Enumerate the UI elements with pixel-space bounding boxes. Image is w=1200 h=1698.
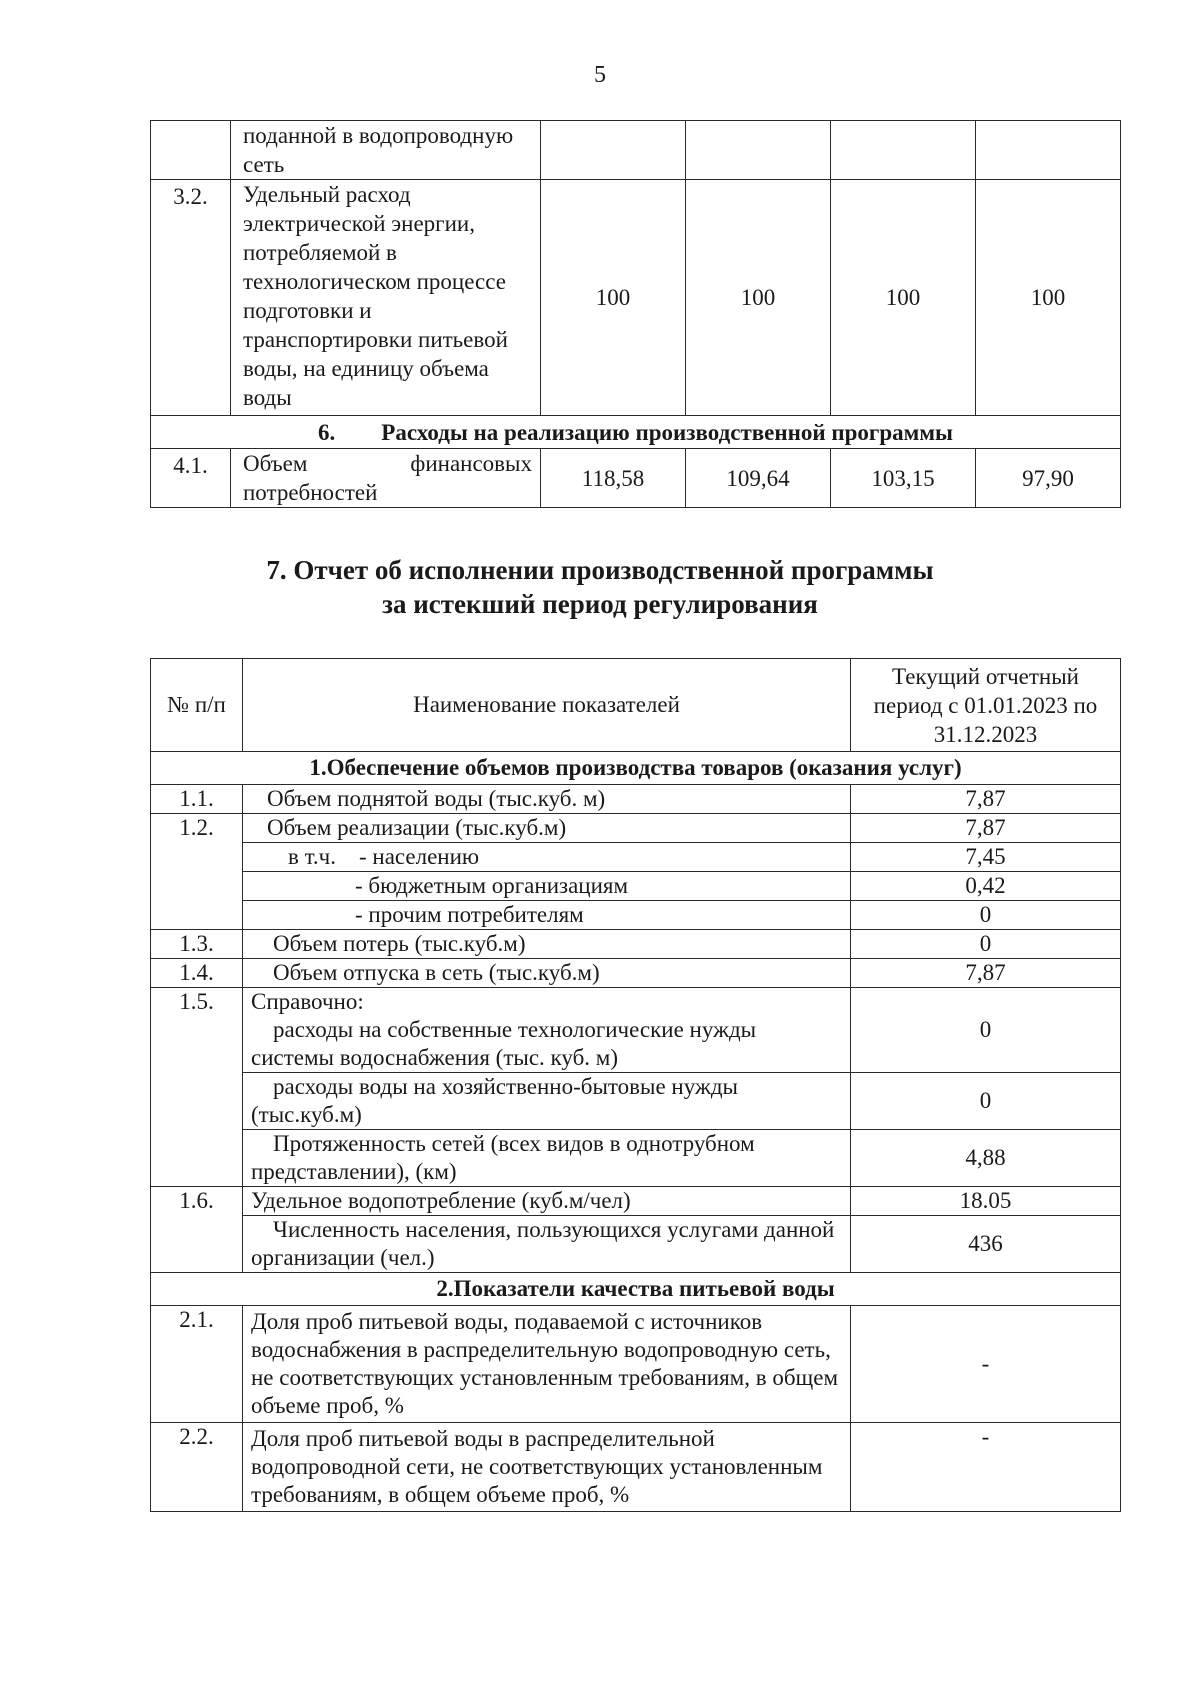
indicator-name: Удельный расход электрической энергии, потребляемой в технологическом процессе подготовки и транспортировки питьевой воды, на единицу объема воды <box>231 180 541 416</box>
table-row <box>151 814 1121 843</box>
value-cell: 436 <box>851 1216 1121 1273</box>
indicator-name: Объем отпуска в сеть (тыс.куб.м) <box>243 959 851 988</box>
row-number: 4.1. <box>151 449 231 508</box>
row-number: 1.1. <box>151 785 243 814</box>
header-name: Наименование показателей <box>243 659 851 752</box>
table-row <box>151 1187 1121 1216</box>
value-cell: 4,88 <box>851 1130 1121 1187</box>
indicator-name: Численность населения, пользующихся услугами данной организации (чел.) <box>243 1216 851 1273</box>
value-cell: 109,64 <box>686 449 831 508</box>
page-number: 5 <box>594 62 606 88</box>
header-row <box>151 659 1121 752</box>
table-row <box>151 449 1121 508</box>
value-cell: 18.05 <box>851 1187 1121 1216</box>
section-row <box>151 416 1121 449</box>
table-row <box>151 1216 1121 1273</box>
value-cell: 0,42 <box>851 872 1121 901</box>
row-number: 1.6. <box>151 1187 243 1273</box>
section-heading-line1: 7. Отчет об исполнении производственной программы <box>266 555 934 585</box>
table-row <box>151 1073 1121 1130</box>
table-row <box>151 1130 1121 1187</box>
section-title: 1.Обеспечение объемов производства товаров (оказания услуг) <box>151 752 1121 785</box>
indicator-name: поданной в водопроводную сеть <box>231 121 541 180</box>
table-row <box>151 180 1121 416</box>
table-row <box>151 872 1121 901</box>
value-cell: 103,15 <box>831 449 976 508</box>
value-cell: 0 <box>851 988 1121 1073</box>
value-cell: 118,58 <box>541 449 686 508</box>
indicator-name: - прочим потребителям <box>243 901 851 930</box>
value-cell: 7,87 <box>851 959 1121 988</box>
section-row <box>151 1273 1121 1306</box>
table-row <box>151 959 1121 988</box>
indicator-name: Доля проб питьевой воды, подаваемой с источников водоснабжения в распределительную водопроводную сеть, не соответствующих установленным требованиям, в общем объеме проб, % <box>243 1306 851 1423</box>
section-row <box>151 752 1121 785</box>
row-number: 1.3. <box>151 930 243 959</box>
table-row <box>151 843 1121 872</box>
section-number: 6. <box>318 419 336 445</box>
value-cell <box>686 121 831 180</box>
section-title: 2.Показатели качества питьевой воды <box>151 1273 1121 1306</box>
table-row <box>151 988 1121 1073</box>
value-cell <box>976 121 1121 180</box>
reference-label: Справочно: <box>251 989 364 1014</box>
value-cell: 7,87 <box>851 814 1121 843</box>
reference-text: расходы на собственные технологические нужды системы водоснабжения (тыс. куб. м) <box>251 1017 757 1070</box>
indicator-name: Объем реализации (тыс.куб.м) <box>243 814 851 843</box>
table-row <box>151 901 1121 930</box>
value-cell: 100 <box>976 180 1121 416</box>
value-cell: 7,45 <box>851 843 1121 872</box>
value-cell: 100 <box>686 180 831 416</box>
indicator-name: Доля проб питьевой воды в распределительной водопроводной сети, не соответствующих установленным требованиям, в общем объеме проб, % <box>243 1423 851 1512</box>
value-cell: 97,90 <box>976 449 1121 508</box>
table-row <box>151 1423 1121 1512</box>
indicator-name: Объем потерь (тыс.куб.м) <box>243 930 851 959</box>
row-number <box>151 121 231 180</box>
indicator-name: в т.ч. - населению <box>243 843 851 872</box>
value-cell: - <box>851 1423 1121 1512</box>
indicator-name: расходы воды на хозяйственно-бытовые нужды (тыс.куб.м) <box>243 1073 851 1130</box>
table-row <box>151 1306 1121 1423</box>
row-number: 1.2. <box>151 814 243 930</box>
value-cell: 7,87 <box>851 785 1121 814</box>
value-cell <box>831 121 976 180</box>
header-num: № п/п <box>151 659 243 752</box>
value-cell: 0 <box>851 1073 1121 1130</box>
value-cell: 100 <box>541 180 686 416</box>
value-cell <box>541 121 686 180</box>
section-heading-line2: за истекший период регулирования <box>382 589 818 619</box>
indicator-name: Протяженность сетей (всех видов в однотрубном представлении), (км) <box>243 1130 851 1187</box>
row-number: 1.5. <box>151 988 243 1187</box>
indicator-name: Объем поднятой воды (тыс.куб. м) <box>243 785 851 814</box>
header-period: Текущий отчетный период с 01.01.2023 по 31.12.2023 <box>851 659 1121 752</box>
table-row <box>151 121 1121 180</box>
row-number: 1.4. <box>151 959 243 988</box>
table-row <box>151 785 1121 814</box>
section-title <box>151 416 1121 449</box>
value-cell: 100 <box>831 180 976 416</box>
row-number: 2.2. <box>151 1423 243 1512</box>
indicator-name <box>243 988 851 1073</box>
top-table <box>150 120 1121 508</box>
indicator-name: - бюджетным организациям <box>243 872 851 901</box>
value-cell: - <box>851 1306 1121 1423</box>
table-row <box>151 930 1121 959</box>
value-cell: 0 <box>851 901 1121 930</box>
report-table <box>150 658 1121 1512</box>
row-number: 3.2. <box>151 180 231 416</box>
row-number: 2.1. <box>151 1306 243 1423</box>
indicator-name: Удельное водопотребление (куб.м/чел) <box>243 1187 851 1216</box>
indicator-name: Объем финансовых потребностей <box>231 449 541 508</box>
section-label: Расходы на реализацию производственной программы <box>381 419 953 445</box>
value-cell: 0 <box>851 930 1121 959</box>
